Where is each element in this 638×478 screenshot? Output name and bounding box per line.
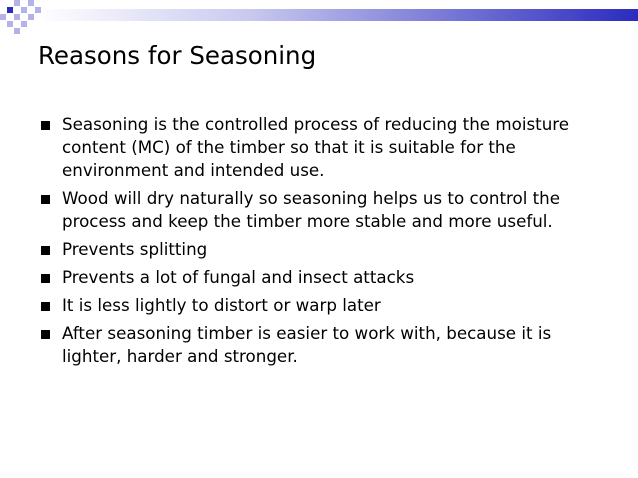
bullet-item [40,238,600,261]
square-bullet-icon [41,121,50,130]
slide-title: Reasons for Seasoning [38,41,317,70]
bullet-item [40,322,600,368]
bullet-item [40,266,600,289]
bullet-text: Prevents splitting [62,239,208,259]
bullet-text: Prevents a lot of fungal and insect attacks [62,267,415,287]
bullet-text: It is less lightly to distort or warp later [62,295,381,315]
bullet-item [40,294,600,317]
bullet-item [40,187,600,233]
bullet-list [40,113,600,373]
bullet-text: Seasoning is the controlled process of reducing the moisture content (MC) of the timber so that it is suitable for the environment and intended use. [62,114,570,180]
bullet-text: Wood will dry naturally so seasoning helps us to control the process and keep the timber more stable and more useful. [62,188,561,231]
square-bullet-icon [41,302,50,311]
square-bullet-icon [41,330,50,339]
square-bullet-icon [41,246,50,255]
bullet-item [40,113,600,182]
header-decoration [0,0,638,40]
corner-squares-icon [0,0,41,34]
square-bullet-icon [41,195,50,204]
square-bullet-icon [41,274,50,283]
bullet-text: After seasoning timber is easier to work with, because it is lighter, harder and stronger. [62,323,552,366]
header-gradient-band [38,9,638,21]
